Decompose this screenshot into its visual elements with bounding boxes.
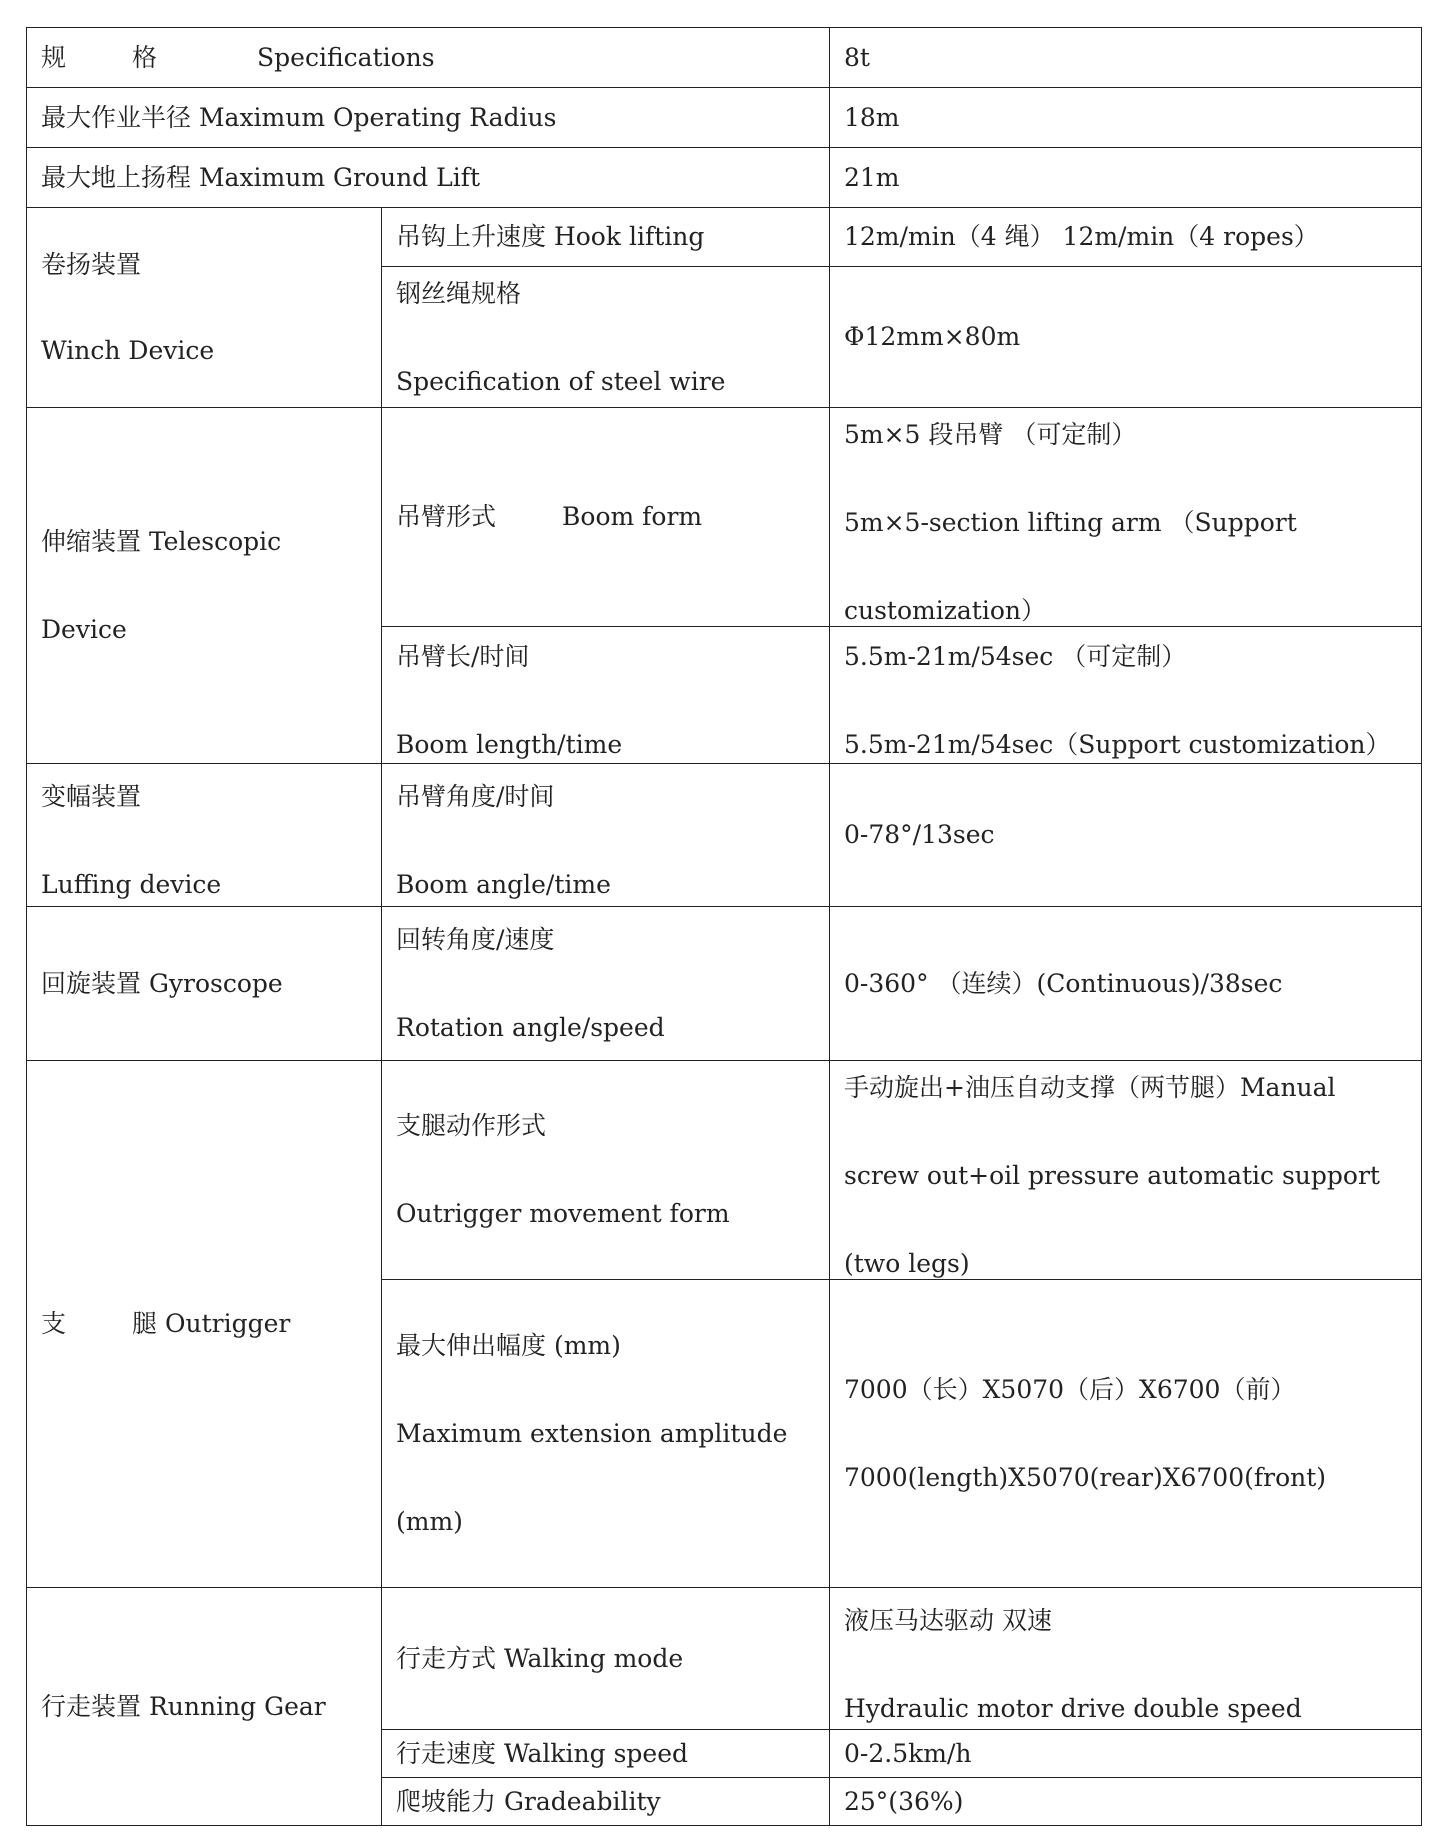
extension-en: Maximum extension amplitude — [396, 1418, 788, 1448]
walking-mode-value-1: 液压马达驱动 双速 — [844, 1605, 1052, 1635]
boom-form-zh: 吊臂形式 — [396, 502, 497, 531]
luffing-en: Luffing device — [41, 870, 222, 899]
outrigger-movement-value-1: 手动旋出+油压自动支撑（两节腿）Manual — [844, 1073, 1336, 1102]
boom-length-value-1: 5.5m-21m/54sec （可定制） — [844, 642, 1187, 671]
spec-en: Specifications — [257, 42, 435, 72]
extension-value-cell — [830, 1280, 1422, 1588]
rotation-en: Rotation angle/speed — [396, 1012, 665, 1042]
ground-lift-value: 21m — [830, 148, 1422, 208]
boom-form-value-2: 5m×5-section lifting arm （Support — [844, 508, 1297, 537]
extension-value-1: 7000（长）X5070（后）X6700（前） — [844, 1374, 1296, 1404]
walking-mode-value-2: Hydraulic motor drive double speed — [844, 1693, 1302, 1723]
hook-lifting-label: 吊钩上升速度 Hook lifting — [382, 208, 830, 267]
outrigger-movement-zh: 支腿动作形式 — [396, 1111, 547, 1140]
extension-value-2: 7000(length)X5070(rear)X6700(front) — [844, 1462, 1327, 1492]
radius-label: 最大作业半径 Maximum Operating Radius — [27, 88, 830, 148]
walking-mode-label: 行走方式 Walking mode — [382, 1588, 830, 1730]
walking-mode-value-cell — [830, 1588, 1422, 1730]
outrigger-movement-value-3: (two legs) — [844, 1249, 970, 1278]
rotation-value: 0-360° （连续）(Continuous)/38sec — [830, 907, 1422, 1061]
extension-label-cell — [382, 1280, 830, 1588]
spec-zh-a: 规 — [41, 42, 67, 72]
winch-en: Winch Device — [41, 335, 215, 365]
table-row — [27, 148, 1422, 208]
table-row — [27, 88, 1422, 148]
steel-wire-zh: 钢丝绳规格 — [396, 279, 522, 308]
table-row — [27, 764, 1422, 907]
boom-length-label-cell — [382, 627, 830, 764]
hook-lifting-value: 12m/min（4 绳） 12m/min（4 ropes） — [830, 208, 1422, 267]
steel-wire-value: Φ12mm×80m — [830, 267, 1422, 408]
outrigger-label-cell — [27, 1061, 382, 1588]
spec-zh-b: 格 — [132, 42, 158, 72]
boom-length-value-cell — [830, 627, 1422, 764]
gradeability-value: 25°(36%) — [830, 1778, 1422, 1826]
telescopic-label-2: Device — [41, 614, 127, 644]
boom-form-cell — [382, 408, 830, 627]
steel-wire-label-cell — [382, 267, 830, 408]
outrigger-movement-en: Outrigger movement form — [396, 1199, 730, 1228]
table-row — [27, 1061, 1422, 1280]
extension-zh: 最大伸出幅度 (mm) — [396, 1330, 621, 1360]
boom-angle-zh: 吊臂角度/时间 — [396, 782, 555, 811]
outrigger-movement-label-cell — [382, 1061, 830, 1280]
boom-form-value-3: customization） — [844, 596, 1047, 625]
boom-angle-label-cell — [382, 764, 830, 907]
extension-unit: (mm) — [396, 1506, 463, 1536]
boom-length-zh: 吊臂长/时间 — [396, 642, 530, 671]
outrigger-zh-b: 腿 — [132, 1309, 158, 1338]
table-row — [27, 907, 1422, 1061]
outrigger-movement-value-2: screw out+oil pressure automatic support — [844, 1161, 1380, 1190]
luffing-zh: 变幅装置 — [41, 782, 142, 811]
telescopic-label-1: 伸缩装置 Telescopic — [41, 526, 282, 556]
table-row — [27, 408, 1422, 627]
specifications-table — [26, 27, 1422, 1826]
ground-lift-label: 最大地上扬程 Maximum Ground Lift — [27, 148, 830, 208]
walking-speed-value: 0-2.5km/h — [830, 1730, 1422, 1778]
outrigger-movement-value-cell — [830, 1061, 1422, 1280]
radius-value: 18m — [830, 88, 1422, 148]
telescopic-label-cell — [27, 408, 382, 764]
boom-form-value-1: 5m×5 段吊臂 （可定制） — [844, 420, 1137, 449]
gyroscope-label: 回旋装置 Gyroscope — [27, 907, 382, 1061]
boom-length-en: Boom length/time — [396, 730, 623, 759]
rotation-label-cell — [382, 907, 830, 1061]
outrigger-zh-a: 支 — [41, 1309, 67, 1338]
spec-value: 8t — [830, 28, 1422, 88]
table-row — [27, 1588, 1422, 1730]
boom-angle-en: Boom angle/time — [396, 870, 611, 899]
winch-label-cell — [27, 208, 382, 408]
luffing-label-cell — [27, 764, 382, 907]
outrigger-en: Outrigger — [164, 1309, 291, 1338]
boom-form-en: Boom form — [562, 502, 703, 531]
boom-angle-value: 0-78°/13sec — [830, 764, 1422, 907]
steel-wire-en: Specification of steel wire — [396, 367, 726, 396]
table-row — [27, 28, 1422, 88]
gradeability-label: 爬坡能力 Gradeability — [382, 1778, 830, 1826]
boom-form-value-cell — [830, 408, 1422, 627]
boom-length-value-2: 5.5m-21m/54sec（Support customization） — [844, 730, 1391, 759]
spec-label-cell — [27, 28, 830, 88]
rotation-zh: 回转角度/速度 — [396, 924, 555, 954]
winch-zh: 卷扬装置 — [41, 249, 142, 279]
table-row — [27, 208, 1422, 267]
walking-speed-label: 行走速度 Walking speed — [382, 1730, 830, 1778]
running-gear-label: 行走装置 Running Gear — [27, 1588, 382, 1826]
